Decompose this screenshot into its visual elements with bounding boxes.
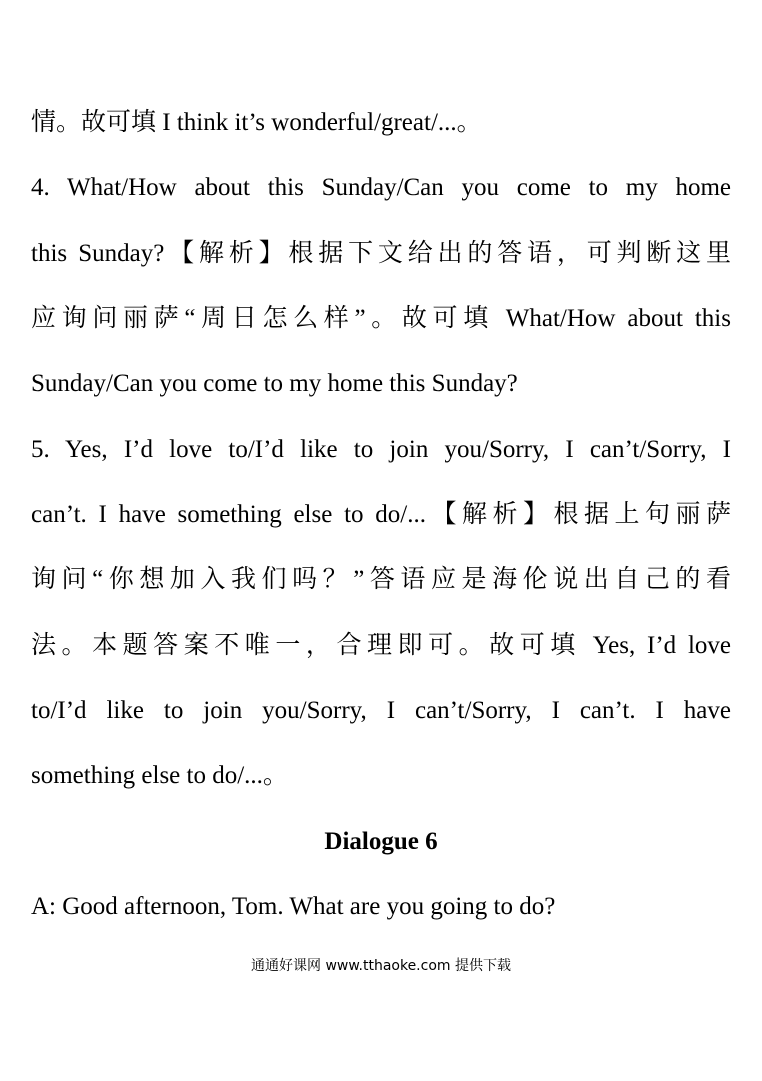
section-heading: Dialogue 6	[324, 828, 438, 855]
answer-text-line-10: to/I’d like to join you/Sorry, I can’t/Sorry, I can’t. I have	[31, 697, 731, 724]
answer-text-line-7: can’t. I have something else to do/...【解析】根据上句丽萨	[31, 501, 731, 528]
answer-text-line-9: 法。本题答案不唯一，合理即可。故可填 Yes, I’d love	[31, 632, 731, 659]
answer-text-line-3: this Sunday?【解析】根据下文给出的答语，可判断这里	[31, 240, 731, 267]
answer-text-line-6: 5. Yes, I’d love to/I’d like to join you/Sorry, I can’t/Sorry, I	[31, 436, 731, 463]
answer-text-line-4: 应询问丽萨“周日怎么样”。故可填 What/How about this	[31, 305, 731, 332]
answer-text-line-8: 询问“你想加入我们吗？”答语应是海伦说出自己的看	[31, 566, 731, 593]
dialogue-line: A: Good afternoon, Tom. What are you going to do?	[31, 893, 556, 920]
answer-text-line-5: Sunday/Can you come to my home this Sunday?	[31, 370, 518, 397]
answer-text-line-2: 4. What/How about this Sunday/Can you come to my home	[31, 174, 731, 201]
answer-text-line-11: something else to do/...。	[31, 762, 288, 789]
answer-text-line-1: 情。故可填 I think it’s wonderful/great/...。	[31, 109, 482, 136]
page-footer: 通通好课网 www.tthaoke.com 提供下载	[251, 958, 511, 974]
